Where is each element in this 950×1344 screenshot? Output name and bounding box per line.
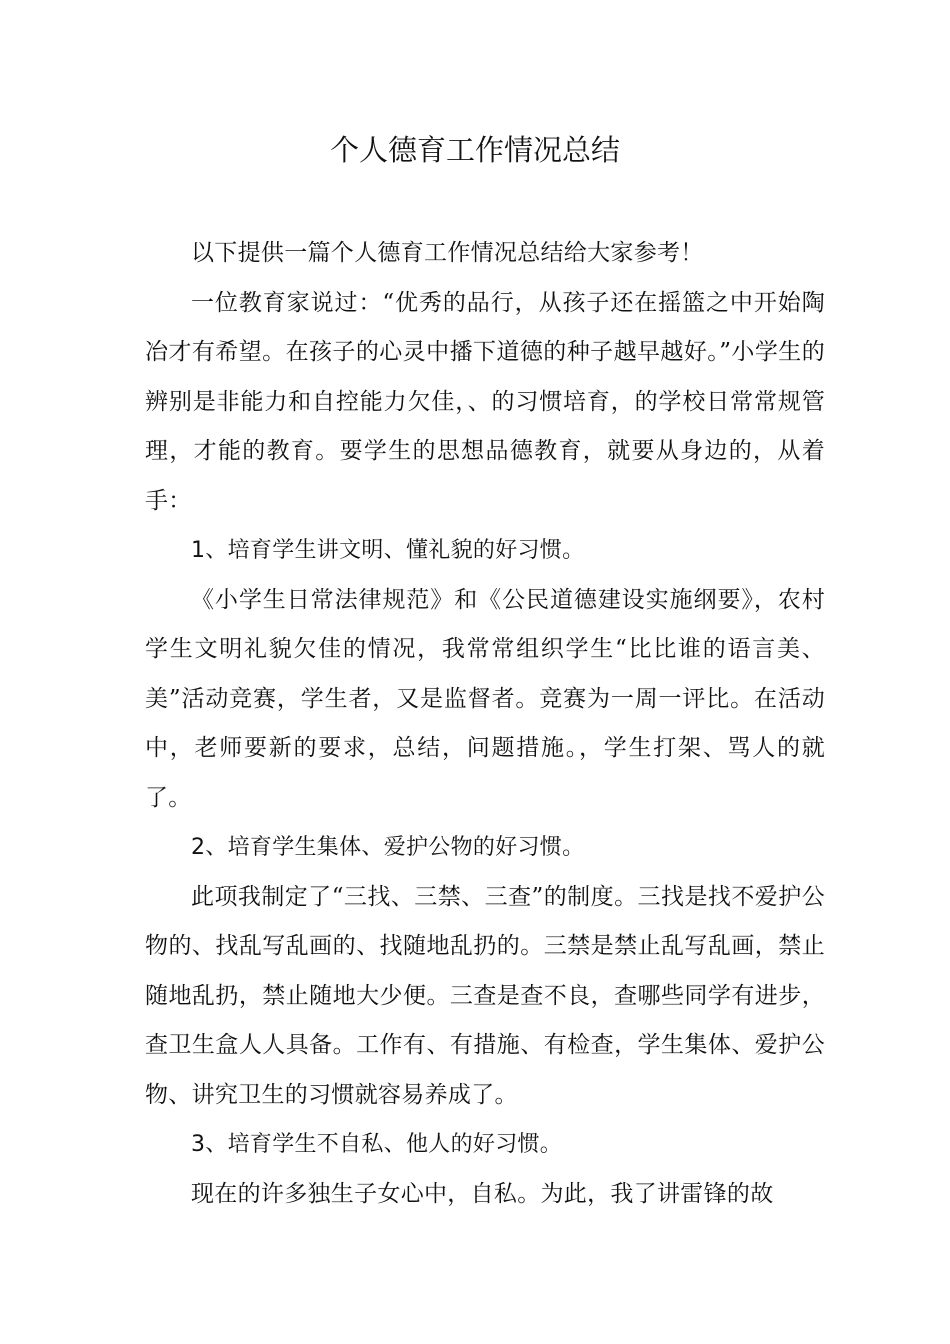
section-heading-1: 1、培育学生讲文明、懂礼貌的好习惯。	[191, 538, 585, 563]
paragraph-section-2: 此项我制定了“三找、三禁、三查”的制度。三找是找不爱护公物的、找乱写乱画的、找随地乱扔的。三禁是禁止乱写乱画，禁止随地乱扔，禁止随地大少便。三查是查不良，查哪些同学有进步，查卫生盒人人具备。工作有、有措施、有检查，学生集体、爱护公物、讲究卫生的习惯就容易养成了。	[145, 883, 825, 1108]
document-body	[145, 229, 825, 1219]
paragraph-intro: 以下提供一篇个人德育工作情况总结给大家参考！	[191, 240, 704, 266]
section-heading-3: 3、培育学生不自私、他人的好习惯。	[191, 1132, 563, 1157]
paragraph-section-1: 《小学生日常法律规范》和《公民道德建设实施纲要》，农村学生文明礼貌欠佳的情况，我常常组织学生“比比谁的语言美、美”活动竞赛，学生者，又是监督者。竞赛为一周一评比。在活动中，老师要新的要求，总结，问题措施。，学生打架、骂人的就了。	[145, 586, 825, 811]
paragraph-section-3: 现在的许多独生子女心中，自私。为此，我了讲雷锋的故	[191, 1180, 774, 1207]
paragraph-quote: 一位教育家说过：“优秀的品行，从孩子还在摇篮之中开始陶冶才有希望。在孩子的心灵中播下道德的种子越早越好。”小学生的辨别是非能力和自控能力欠佳，、的习惯培育，的学校日常常规管理，才能的教育。要学生的思想品德教育，就要从身边的，从着手：	[145, 289, 825, 514]
page-title: 个人德育工作情况总结	[329, 133, 620, 167]
section-heading-2: 2、培育学生集体、爱护公物的好习惯。	[191, 835, 585, 860]
